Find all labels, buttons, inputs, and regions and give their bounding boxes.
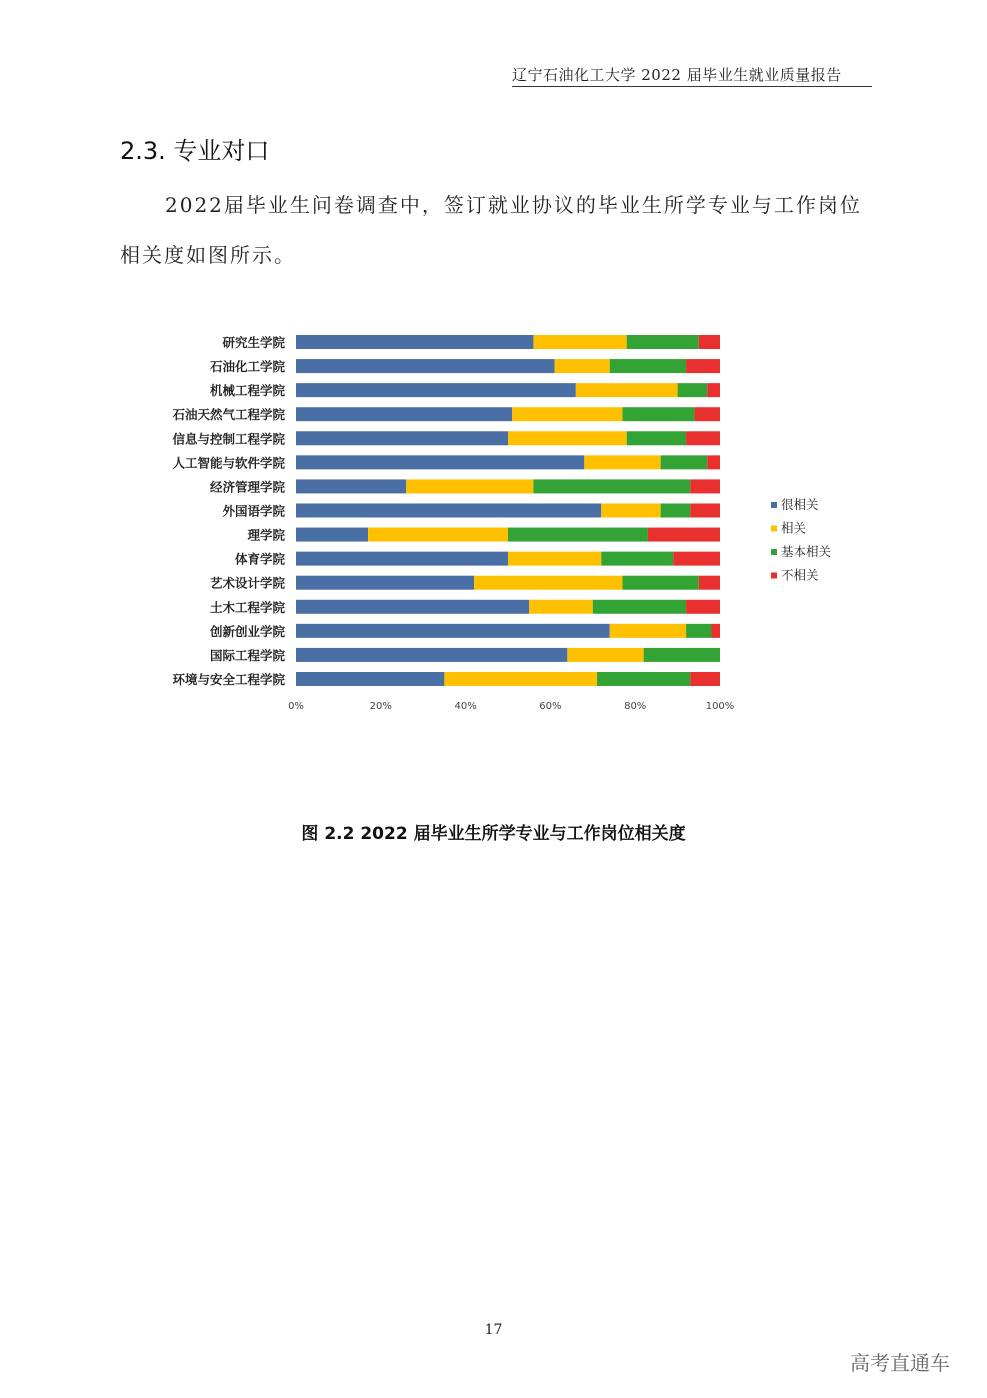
bar-segment	[678, 383, 708, 397]
category-label: 创新创业学院	[209, 623, 285, 639]
category-label: 环境与安全工程学院	[172, 671, 285, 687]
category-label: 机械工程学院	[209, 383, 285, 399]
bar-segment	[512, 407, 622, 421]
legend-swatch	[771, 526, 777, 532]
bar-segment	[406, 479, 533, 493]
bar-segment	[690, 503, 720, 517]
bar-segment	[296, 455, 584, 469]
bar-segment	[690, 479, 720, 493]
figure-caption: 图 2.2 2022 届毕业生所学专业与工作岗位相关度	[301, 824, 686, 844]
bar-segment	[686, 624, 711, 638]
bar-segment	[622, 407, 694, 421]
bar-segment	[533, 479, 690, 493]
bar-segment	[296, 600, 529, 614]
body-paragraph: 2022届毕业生问卷调查中，签订就业协议的毕业生所学专业与工作岗位相关度如图所示。	[120, 193, 862, 267]
bar-segment	[707, 383, 720, 397]
category-label: 经济管理学院	[209, 479, 285, 495]
category-label: 外国语学院	[222, 503, 285, 519]
section-heading: 2.3. 专业对口	[120, 137, 270, 165]
x-tick-label: 20%	[369, 701, 392, 712]
category-label: 石油天然气工程学院	[172, 407, 285, 423]
watermark-text: 高考直通车	[850, 1351, 950, 1375]
x-tick-label: 100%	[705, 701, 735, 712]
category-label: 国际工程学院	[209, 647, 285, 663]
bar-segment	[584, 455, 660, 469]
bar-segment	[601, 552, 673, 566]
x-tick-label: 80%	[624, 701, 647, 712]
legend-swatch	[771, 502, 777, 508]
bar-segment	[686, 600, 720, 614]
bar-segment	[296, 576, 474, 590]
bar-segment	[296, 335, 533, 349]
x-tick-label: 0%	[288, 701, 304, 712]
bar-segment	[699, 335, 720, 349]
bar-segment	[296, 624, 610, 638]
bar-segment	[529, 600, 593, 614]
category-label: 体育学院	[234, 551, 285, 567]
bar-segment	[508, 528, 648, 542]
bar-segment	[661, 503, 691, 517]
bar-segment	[576, 383, 678, 397]
legend-label: 相关	[781, 520, 807, 536]
bar-segment	[622, 576, 698, 590]
category-label: 石油化工学院	[209, 359, 285, 375]
bar-segment	[661, 455, 708, 469]
bar-segment	[695, 407, 720, 421]
bar-segment	[296, 552, 508, 566]
bar-segment	[712, 624, 720, 638]
category-label: 理学院	[247, 527, 285, 543]
bar-segment	[474, 576, 622, 590]
bar-segment	[627, 335, 699, 349]
bar-segment	[296, 503, 601, 517]
legend-label: 不相关	[781, 567, 819, 583]
bar-segment	[699, 576, 720, 590]
bar-segment	[508, 552, 601, 566]
legend-label: 很相关	[781, 497, 819, 512]
relevance-chart	[120, 318, 852, 764]
bar-segment	[690, 672, 720, 686]
bar-segment	[296, 479, 406, 493]
legend-swatch	[771, 549, 777, 555]
bar-segment	[686, 359, 720, 373]
category-label: 土木工程学院	[209, 599, 285, 615]
bar-segment	[296, 672, 444, 686]
running-header: 辽宁石油化工大学 2022 届毕业生就业质量报告	[512, 64, 872, 87]
bar-segment	[296, 431, 508, 445]
bar-segment	[593, 600, 686, 614]
category-label: 信息与控制工程学院	[172, 431, 285, 447]
bar-segment	[707, 455, 720, 469]
bar-segment	[296, 407, 512, 421]
bar-segment	[627, 431, 686, 445]
bar-segment	[555, 359, 610, 373]
bar-segment	[567, 648, 643, 662]
category-label: 研究生学院	[222, 335, 285, 350]
bar-segment	[444, 672, 597, 686]
x-tick-label: 40%	[454, 701, 477, 712]
bar-segment	[296, 383, 576, 397]
bar-segment	[368, 528, 508, 542]
bar-segment	[508, 431, 627, 445]
bar-segment	[610, 624, 686, 638]
bar-segment	[597, 672, 690, 686]
bar-segment	[601, 503, 660, 517]
category-label: 人工智能与软件学院	[172, 455, 285, 471]
bar-segment	[644, 648, 720, 662]
bar-segment	[610, 359, 686, 373]
bar-segment	[296, 528, 368, 542]
page-number: 17	[484, 1322, 503, 1338]
legend-swatch	[771, 573, 777, 579]
bar-segment	[296, 359, 555, 373]
bar-segment	[296, 648, 567, 662]
bar-segment	[533, 335, 626, 349]
x-tick-label: 60%	[539, 701, 562, 712]
category-label: 艺术设计学院	[209, 575, 285, 591]
legend-label: 基本相关	[781, 544, 832, 559]
bar-segment	[673, 552, 720, 566]
bar-segment	[686, 431, 720, 445]
bar-segment	[648, 528, 720, 542]
stacked-bar-chart	[120, 318, 852, 764]
